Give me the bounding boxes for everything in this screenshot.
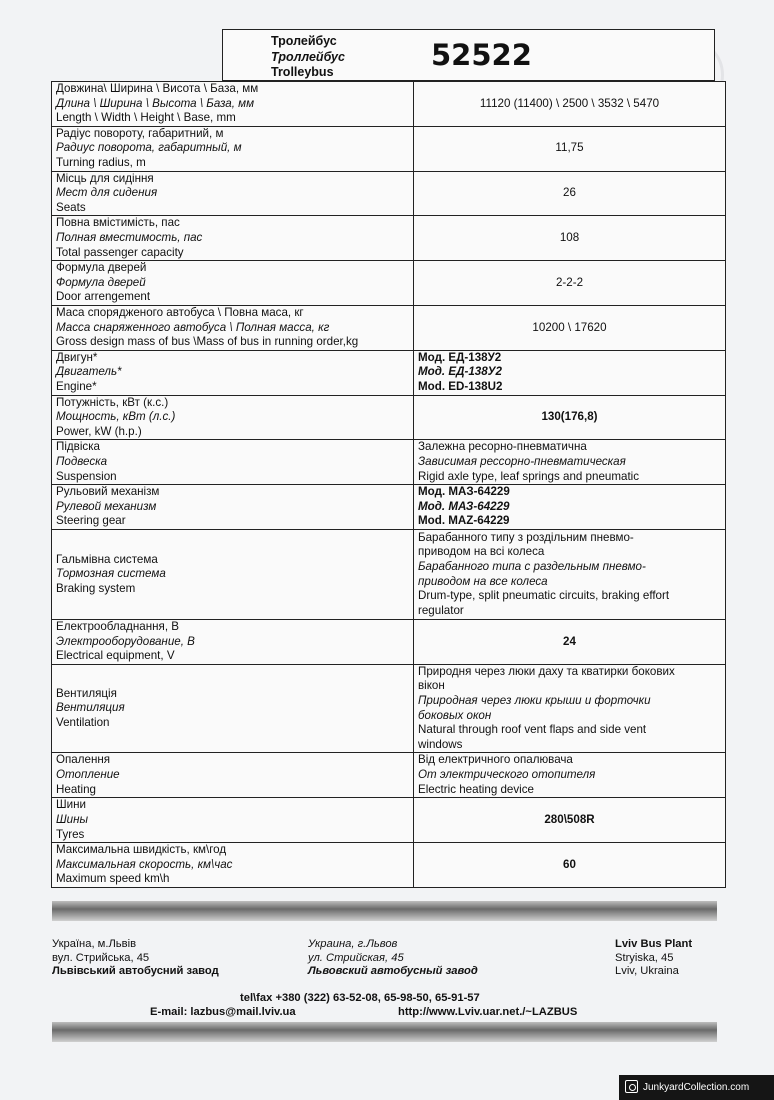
- spec-label-en: Ventilation: [56, 715, 110, 729]
- spec-value-line: боковых окон: [418, 708, 492, 722]
- spec-label-ru: Радиус поворота, габаритный, м: [56, 141, 242, 155]
- divider-bar-bottom: [52, 1022, 717, 1042]
- spec-label-en: Seats: [56, 200, 86, 214]
- spec-row: [52, 440, 726, 485]
- spec-value-line: Природня через люки даху та кватирки бокових: [418, 664, 675, 678]
- spec-value-line: 130(176,8): [541, 410, 598, 424]
- spec-value: [414, 440, 726, 485]
- spec-label: [52, 395, 414, 440]
- spec-value-line: 11,75: [555, 141, 584, 155]
- spec-label: [52, 261, 414, 306]
- watermark-text: JunkyardCollection.com: [643, 1082, 750, 1093]
- spec-label-ua: Підвіска: [56, 440, 100, 454]
- spec-value-line: Зависимая рессорно-пневматическая: [418, 455, 626, 469]
- spec-row: [52, 305, 726, 350]
- spec-value-line: Природная через люки крыши и форточки: [418, 694, 651, 707]
- spec-label-ua: Повна вмістимість, пас: [56, 216, 180, 230]
- camera-icon: [625, 1080, 638, 1093]
- spec-row: [52, 485, 726, 530]
- spec-label-ru: Длина \ Ширина \ Высота \ База, мм: [56, 96, 255, 110]
- spec-label-ru: Формула дверей: [56, 275, 146, 289]
- spec-value-line: 10200 \ 17620: [532, 320, 607, 334]
- spec-label: [52, 350, 414, 395]
- spec-label-ua: Електрообладнання, В: [56, 620, 180, 634]
- spec-label-ua: Вентиляція: [56, 686, 117, 700]
- spec-table: [51, 81, 726, 888]
- spec-value-line: приводом на все колеса: [418, 574, 548, 588]
- spec-label-ua: Опалення: [56, 753, 111, 767]
- spec-value-line: 24: [563, 634, 576, 648]
- spec-label: [52, 82, 414, 127]
- divider-bar-top: [52, 901, 717, 921]
- spec-value: [414, 843, 726, 888]
- spec-label-ru: Тормозная система: [56, 567, 166, 581]
- spec-label: [52, 664, 414, 753]
- spec-label: [52, 126, 414, 171]
- spec-label: [52, 171, 414, 216]
- spec-label-ua: Формула дверей: [56, 261, 147, 275]
- spec-value-line: windows: [418, 737, 463, 751]
- spec-label-en: Turning radius, m: [56, 155, 146, 169]
- spec-label-ua: Довжина\ Ширина \ Висота \ База, мм: [56, 82, 259, 95]
- spec-label-ua: Радіус повороту, габаритний, м: [56, 126, 224, 140]
- spec-label-en: Length \ Width \ Height \ Base, mm: [56, 111, 236, 125]
- spec-label-en: Maximum speed km\h: [56, 872, 170, 886]
- spec-row: [52, 620, 726, 665]
- spec-value-line: Мод. ЕД-138У2: [418, 350, 502, 364]
- spec-value-line: Mod. ED-138U2: [418, 379, 503, 393]
- spec-value-line: 26: [563, 186, 576, 200]
- spec-label-ru: Масса снаряженного автобуса \ Полная масса, кг: [56, 320, 330, 334]
- spec-label-en: Door arrengement: [56, 290, 151, 304]
- spec-label-ua: Двигун*: [56, 350, 98, 364]
- spec-row: [52, 843, 726, 888]
- spec-label-en: Engine*: [56, 379, 97, 393]
- spec-label-ua: Місць для сидіння: [56, 171, 154, 185]
- spec-value-line: regulator: [418, 603, 464, 617]
- address-english: Lviv Bus Plant Stryiska, 45 Lviv, Ukraina: [615, 938, 693, 978]
- spec-label-ru: Вентиляция: [56, 701, 125, 715]
- spec-value-line: Electric heating device: [418, 782, 534, 796]
- spec-label-en: Power, kW (h.p.): [56, 424, 142, 438]
- spec-label-ru: Рулевой механизм: [56, 499, 157, 513]
- spec-value-line: Rigid axle type, leaf springs and pneumatic: [418, 469, 640, 483]
- spec-value: [414, 126, 726, 171]
- spec-label-ru: Двигатель*: [56, 365, 122, 379]
- spec-label: [52, 620, 414, 665]
- spec-value-line: Natural through roof vent flaps and side vent: [418, 723, 647, 737]
- spec-value-line: От электрического отопителя: [418, 768, 596, 782]
- spec-label: [52, 530, 414, 620]
- spec-value-line: 108: [559, 230, 580, 244]
- spec-label: [52, 305, 414, 350]
- spec-value: [414, 171, 726, 216]
- spec-value: [414, 82, 726, 127]
- spec-label: [52, 753, 414, 798]
- title-english: Trolleybus: [271, 65, 334, 79]
- spec-label: [52, 798, 414, 843]
- spec-value-line: 60: [563, 857, 576, 871]
- spec-value: [414, 798, 726, 843]
- watermark-badge: [619, 1075, 774, 1100]
- spec-label-en: Braking system: [56, 581, 136, 595]
- spec-label-ru: Максимальная скорость, км\час: [56, 857, 233, 871]
- spec-label-ru: Подвеска: [56, 455, 108, 469]
- spec-label-ru: Мест для сидения: [56, 186, 158, 200]
- spec-value-line: Барабанного типу з роздільним пневмо-: [418, 530, 634, 544]
- spec-value: [414, 261, 726, 306]
- spec-label: [52, 843, 414, 888]
- spec-row: [52, 171, 726, 216]
- spec-label-ua: Максимальна швидкість, км\год: [56, 843, 227, 857]
- spec-value: [414, 305, 726, 350]
- spec-value-line: Мод. МАЗ-64229: [418, 485, 510, 499]
- spec-label-ua: Гальмівна система: [56, 552, 158, 566]
- spec-label-en: Total passenger capacity: [56, 245, 184, 259]
- spec-value-line: 11120 (11400) \ 2500 \ 3532 \ 5470: [479, 96, 660, 110]
- website-link[interactable]: http://www.Lviv.uar.net./~LAZBUS: [398, 1006, 578, 1018]
- spec-row: [52, 82, 726, 127]
- spec-label-en: Electrical equipment, V: [56, 649, 175, 663]
- spec-value-line: Мод. МАЗ-64229: [418, 499, 510, 513]
- spec-label-en: Gross design mass of bus \Mass of bus in running order,kg: [56, 335, 359, 349]
- spec-label-ru: Полная вместимость, пас: [56, 230, 203, 244]
- spec-value: [414, 395, 726, 440]
- spec-value: [414, 216, 726, 261]
- spec-label-en: Tyres: [56, 827, 85, 841]
- spec-row: [52, 753, 726, 798]
- spec-value-line: вікон: [418, 679, 445, 693]
- model-number: 52522: [431, 38, 532, 72]
- spec-row: [52, 395, 726, 440]
- spec-value: [414, 664, 726, 753]
- spec-label-ru: Отопление: [56, 768, 120, 782]
- spec-label-en: Heating: [56, 782, 96, 796]
- spec-label: [52, 485, 414, 530]
- spec-label: [52, 440, 414, 485]
- spec-label-ru: Шины: [56, 812, 89, 826]
- spec-value-line: Залежна ресорно-пневматична: [418, 440, 587, 454]
- spec-label-en: Steering gear: [56, 514, 126, 528]
- phone-fax: tel\fax +380 (322) 63-52-08, 65-98-50, 65-91-57: [240, 992, 480, 1004]
- title-block: [222, 29, 715, 81]
- address-russian: Украина, г.Львов ул. Стрийская, 45 Львовский автобусный завод: [308, 938, 478, 978]
- spec-row: [52, 350, 726, 395]
- spec-row: [52, 261, 726, 306]
- spec-value: [414, 485, 726, 530]
- spec-value: [414, 620, 726, 665]
- spec-row: [52, 664, 726, 753]
- spec-value-line: Барабанного типа с раздельным пневмо-: [418, 559, 646, 573]
- spec-label-ru: Мощность, кВт (л.с.): [56, 410, 176, 424]
- spec-row: [52, 530, 726, 620]
- spec-value-line: 280\508R: [544, 812, 595, 826]
- spec-value-line: Mod. MAZ-64229: [418, 514, 510, 528]
- spec-row: [52, 216, 726, 261]
- address-ukrainian: Україна, м.Львів вул. Стрийська, 45 Львівський автобусний завод: [52, 938, 219, 978]
- title-russian: Троллейбус: [271, 50, 345, 64]
- spec-label: [52, 216, 414, 261]
- spec-label-ru: Электрооборудование, В: [56, 634, 195, 648]
- title-ukrainian: Тролейбус: [271, 34, 337, 48]
- spec-value: [414, 350, 726, 395]
- spec-row: [52, 126, 726, 171]
- email-link[interactable]: E-mail: lazbus@mail.lviv.ua: [150, 1006, 296, 1018]
- spec-row: [52, 798, 726, 843]
- spec-value: [414, 753, 726, 798]
- spec-label-ua: Рульовий механізм: [56, 485, 160, 499]
- spec-value-line: Від електричного опалювача: [418, 753, 573, 767]
- spec-value-line: 2-2-2: [555, 275, 584, 289]
- spec-label-ua: Маса спорядженого автобуса \ Повна маса, кг: [56, 305, 304, 319]
- spec-value-line: Мод. ЕД-138У2: [418, 365, 502, 379]
- spec-value-line: приводом на всі колеса: [418, 545, 545, 559]
- spec-value-line: Drum-type, split pneumatic circuits, braking effort: [418, 589, 670, 603]
- spec-label-ua: Потужність, кВт (к.с.): [56, 395, 169, 409]
- spec-label-ua: Шини: [56, 798, 86, 812]
- spec-value: [414, 530, 726, 620]
- spec-label-en: Suspension: [56, 469, 117, 483]
